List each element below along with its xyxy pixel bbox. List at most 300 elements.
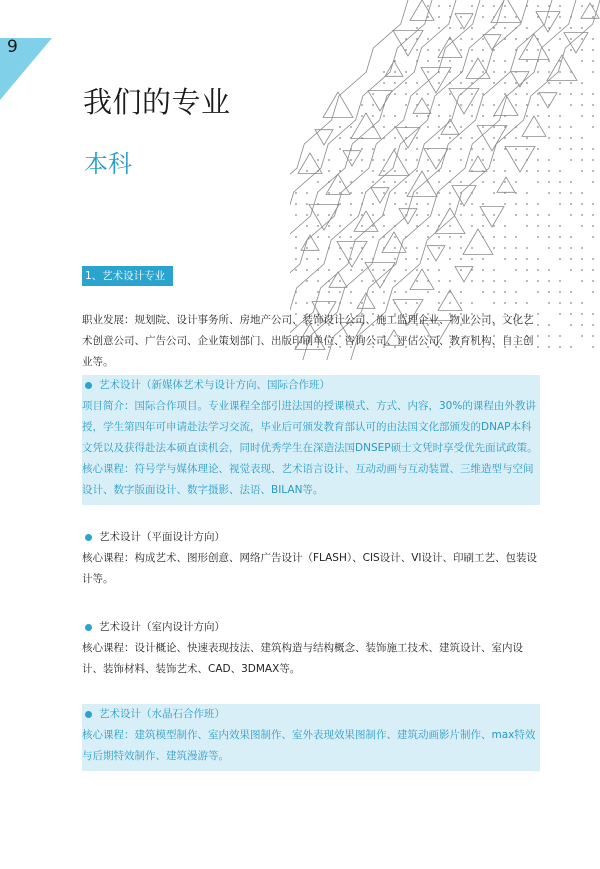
pattern-dot [482,5,484,7]
pattern-dot [317,291,319,293]
pattern-dot [361,269,363,271]
pattern-dot [515,159,517,161]
pattern-dot [515,126,517,128]
pattern-dot [504,148,506,150]
pattern-dot [416,225,418,227]
pattern-dot [504,280,506,282]
pattern-triangle [337,242,367,268]
pattern-triangle [463,229,493,255]
pattern-dot [438,214,440,216]
program-block-new-media [82,375,540,505]
pattern-dot [416,115,418,117]
pattern-dot [350,126,352,128]
pattern-dot [592,324,594,326]
pattern-dot [592,258,594,260]
pattern-dot [361,214,363,216]
pattern-dot [570,181,572,183]
pattern-dot [394,280,396,282]
pattern-dot [471,247,473,249]
pattern-dot [416,214,418,216]
pattern-dot [383,291,385,293]
pattern-dot [471,192,473,194]
pattern-dot [581,324,583,326]
pattern-dot [504,16,506,18]
pattern-dot [570,93,572,95]
pattern-dot [295,203,297,205]
pattern-dot [559,27,561,29]
pattern-dot [328,159,330,161]
pattern-dot [526,93,528,95]
pattern-dot [515,258,517,260]
pattern-dot [504,247,506,249]
pattern-dot [405,38,407,40]
pattern-dot [526,115,528,117]
pattern-dot [350,302,352,304]
pattern-dot [548,159,550,161]
pattern-dot [460,71,462,73]
pattern-dot [361,302,363,304]
pattern-dot [427,236,429,238]
pattern-dot [438,247,440,249]
pattern-dot [427,181,429,183]
pattern-dot [383,159,385,161]
pattern-dot [339,192,341,194]
pattern-dot [526,49,528,51]
pattern-dot [504,181,506,183]
pattern-triangle [469,156,487,171]
program-block-interior [82,617,540,680]
pattern-dot [471,280,473,282]
pattern-dot [372,225,374,227]
pattern-dot [460,258,462,260]
pattern-dot [438,49,440,51]
pattern-dot [383,126,385,128]
pattern-triangle [491,0,521,23]
pattern-dot [427,159,429,161]
pattern-dot [493,181,495,183]
pattern-dot [427,115,429,117]
pattern-dot [438,5,440,7]
pattern-dot [416,247,418,249]
program-heading: 艺术设计（室内设计方向） [99,621,225,633]
pattern-dot [471,225,473,227]
pattern-dot [438,137,440,139]
pattern-dot [416,60,418,62]
pattern-dot [383,71,385,73]
pattern-dot [372,104,374,106]
pattern-dot [559,170,561,172]
pattern-dot [449,280,451,282]
pattern-dot [526,214,528,216]
pattern-dot [405,126,407,128]
pattern-dot [581,159,583,161]
pattern-dot [537,181,539,183]
pattern-dot [515,192,517,194]
pattern-dot [394,115,396,117]
pattern-dot [328,302,330,304]
pattern-dot [559,258,561,260]
pattern-dot [438,27,440,29]
pattern-dot [427,280,429,282]
pattern-dot [471,5,473,7]
pattern-dot [460,16,462,18]
pattern-dot [559,71,561,73]
pattern-dot [504,93,506,95]
pattern-dot [460,214,462,216]
pattern-dot [559,181,561,183]
pattern-dot [317,170,319,172]
pattern-dot [526,38,528,40]
pattern-dot [405,93,407,95]
pattern-dot [427,148,429,150]
pattern-dot [416,148,418,150]
pattern-dot [438,291,440,293]
pattern-dot [460,148,462,150]
pattern-dot [537,126,539,128]
pattern-dot [515,93,517,95]
pattern-dot [493,82,495,84]
pattern-dot [548,247,550,249]
pattern-dot [372,203,374,205]
pattern-dot [559,60,561,62]
pattern-dot [449,38,451,40]
pattern-dot [592,280,594,282]
pattern-dot [592,126,594,128]
pattern-dot [482,225,484,227]
pattern-dot [471,170,473,172]
pattern-dot [416,302,418,304]
pattern-dot [537,115,539,117]
pattern-dot [449,203,451,205]
pattern-dot [449,236,451,238]
pattern-dot [504,302,506,304]
pattern-dot [515,148,517,150]
pattern-dot [449,16,451,18]
pattern-dot [592,38,594,40]
pattern-dot [394,247,396,249]
pattern-dot [471,93,473,95]
pattern-dot [405,71,407,73]
pattern-dot [559,148,561,150]
pattern-triangle [329,272,347,287]
pattern-dot [306,258,308,260]
pattern-dot [350,291,352,293]
pattern-dot [427,93,429,95]
pattern-dot [570,126,572,128]
pattern-dot [383,115,385,117]
pattern-dot [581,269,583,271]
pattern-dot [559,225,561,227]
pattern-dot [427,60,429,62]
pattern-dot [581,258,583,260]
pattern-dot [526,269,528,271]
pattern-dot [306,170,308,172]
pattern-dot [581,49,583,51]
pattern-dot [416,192,418,194]
pattern-dot [317,258,319,260]
pattern-dot [581,247,583,249]
pattern-dot [449,225,451,227]
pattern-dot [295,214,297,216]
pattern-dot [482,38,484,40]
pattern-dot [493,291,495,293]
pattern-dot [438,60,440,62]
pattern-dot [361,280,363,282]
pattern-dot [493,302,495,304]
pattern-dot [493,170,495,172]
pattern-dot [339,126,341,128]
pattern-dot [570,71,572,73]
pattern-dot [372,214,374,216]
pattern-dot [361,104,363,106]
pattern-dot [372,93,374,95]
pattern-dot [405,302,407,304]
pattern-dot [449,148,451,150]
pattern-dot [559,247,561,249]
pattern-dot [581,192,583,194]
pattern-dot [493,269,495,271]
pattern-dot [581,27,583,29]
pattern-dot [339,236,341,238]
pattern-dot [548,60,550,62]
pattern-triangle [452,186,476,206]
pattern-dot [548,49,550,51]
pattern-dot [515,291,517,293]
pattern-dot [548,5,550,7]
pattern-dot [317,225,319,227]
pattern-dot [504,82,506,84]
pattern-triangle [410,0,434,20]
pattern-dot [570,16,572,18]
pattern-dot [570,324,572,326]
pattern-dot [372,280,374,282]
pattern-dot [559,5,561,7]
pattern-dot [328,214,330,216]
pattern-dot [526,104,528,106]
pattern-dot [548,27,550,29]
pattern-dot [438,181,440,183]
pattern-dot [526,148,528,150]
pattern-dot [394,126,396,128]
pattern-dot [460,236,462,238]
pattern-dot [504,236,506,238]
pattern-dot [350,203,352,205]
pattern-dot [570,159,572,161]
pattern-dot [570,258,572,260]
pattern-dot [493,27,495,29]
pattern-dot [350,159,352,161]
pattern-dot [361,137,363,139]
pattern-triangle [497,177,515,192]
pattern-dot [504,27,506,29]
pattern-dot [427,5,429,7]
pattern-dot [383,280,385,282]
pattern-dot [526,5,528,7]
pattern-dot [427,214,429,216]
pattern-dot [416,280,418,282]
pattern-triangle [326,174,350,194]
pattern-dot [526,60,528,62]
pattern-dot [537,60,539,62]
pattern-dot [438,126,440,128]
pattern-dot [328,280,330,282]
pattern-triangle [438,290,462,310]
pattern-triangle [393,31,423,57]
bullet-dot-icon [85,711,92,718]
pattern-dot [504,71,506,73]
pattern-dot [427,225,429,227]
pattern-dot [592,5,594,7]
pattern-dot [592,225,594,227]
pattern-dot [372,291,374,293]
pattern-dot [526,280,528,282]
pattern-dot [592,115,594,117]
pattern-dot [482,280,484,282]
pattern-dot [394,258,396,260]
pattern-dot [317,269,319,271]
pattern-dot [592,236,594,238]
pattern-dot [372,115,374,117]
pattern-dot [548,225,550,227]
pattern-dot [482,203,484,205]
pattern-dot [339,291,341,293]
pattern-dot [592,93,594,95]
pattern-dot [515,137,517,139]
pattern-dot [482,60,484,62]
pattern-dot [306,302,308,304]
pattern-dot [438,269,440,271]
pattern-dot [427,291,429,293]
program-heading: 艺术设计（新媒体艺术与设计方向、国际合作班） [99,379,330,391]
pattern-dot [361,225,363,227]
pattern-dot [581,82,583,84]
pattern-dot [548,115,550,117]
pattern-dot [339,280,341,282]
pattern-dot [482,148,484,150]
pattern-dot [372,269,374,271]
pattern-dot [449,60,451,62]
pattern-dot [559,203,561,205]
pattern-dot [383,181,385,183]
pattern-dot [372,258,374,260]
pattern-dot [295,269,297,271]
pattern-dot [493,236,495,238]
page-subtitle: 本科 [84,150,132,178]
pattern-dot [438,82,440,84]
pattern-dot [295,192,297,194]
pattern-triangle [564,33,588,53]
pattern-dot [515,38,517,40]
pattern-dot [493,225,495,227]
pattern-dot [559,280,561,282]
pattern-dot [394,148,396,150]
pattern-dot [559,137,561,139]
pattern-dot [449,126,451,128]
pattern-dot [427,38,429,40]
pattern-dot [460,302,462,304]
pattern-dot [350,247,352,249]
program-block-crystal [82,704,540,771]
pattern-dot [570,38,572,40]
pattern-dot [394,203,396,205]
pattern-dot [493,192,495,194]
pattern-dot [592,148,594,150]
pattern-dot [559,346,561,348]
pattern-dot [526,159,528,161]
pattern-dot [295,258,297,260]
bullet-dot-icon [85,534,92,541]
pattern-dot [416,170,418,172]
pattern-dot [548,126,550,128]
pattern-dot [482,258,484,260]
pattern-dot [581,170,583,172]
pattern-dot [581,38,583,40]
pattern-dot [449,93,451,95]
pattern-dot [361,258,363,260]
pattern-dot [559,115,561,117]
pattern-dot [570,214,572,216]
pattern-dot [394,60,396,62]
pattern-dot [438,170,440,172]
pattern-dot [383,104,385,106]
pattern-dot [570,137,572,139]
pattern-dot [405,236,407,238]
pattern-dot [537,291,539,293]
pattern-dot [394,71,396,73]
program-core-courses: 核心课程：构成艺术、图形创意、网络广告设计（FLASH）、CIS设计、VI设计、印刷工艺、包装设计等。 [82,552,537,585]
pattern-dot [537,93,539,95]
pattern-dot [416,82,418,84]
bullet-dot-icon [85,624,92,631]
pattern-dot [482,159,484,161]
pattern-dot [460,137,462,139]
pattern-dot [482,214,484,216]
pattern-dot [548,269,550,271]
pattern-dot [592,269,594,271]
pattern-dot [559,126,561,128]
pattern-dot [548,71,550,73]
pattern-dot [592,16,594,18]
pattern-dot [504,203,506,205]
pattern-dot [537,269,539,271]
pattern-dot [449,5,451,7]
pattern-dot [515,181,517,183]
pattern-dot [372,181,374,183]
pattern-dot [339,203,341,205]
pattern-dot [427,269,429,271]
pattern-triangle [483,35,501,50]
pattern-dot [361,247,363,249]
pattern-dot [504,225,506,227]
pattern-dot [493,159,495,161]
pattern-dot [526,170,528,172]
pattern-dot [548,170,550,172]
pattern-dot [493,115,495,117]
pattern-dot [526,192,528,194]
pattern-dot [482,16,484,18]
page-title: 我们的专业 [83,85,231,119]
pattern-dot [383,236,385,238]
pattern-dot [515,71,517,73]
pattern-dot [548,236,550,238]
pattern-dot [592,170,594,172]
pattern-dot [493,214,495,216]
pattern-dot [460,27,462,29]
pattern-dot [559,82,561,84]
pattern-dot [328,236,330,238]
pattern-dot [328,181,330,183]
pattern-dot [559,313,561,315]
